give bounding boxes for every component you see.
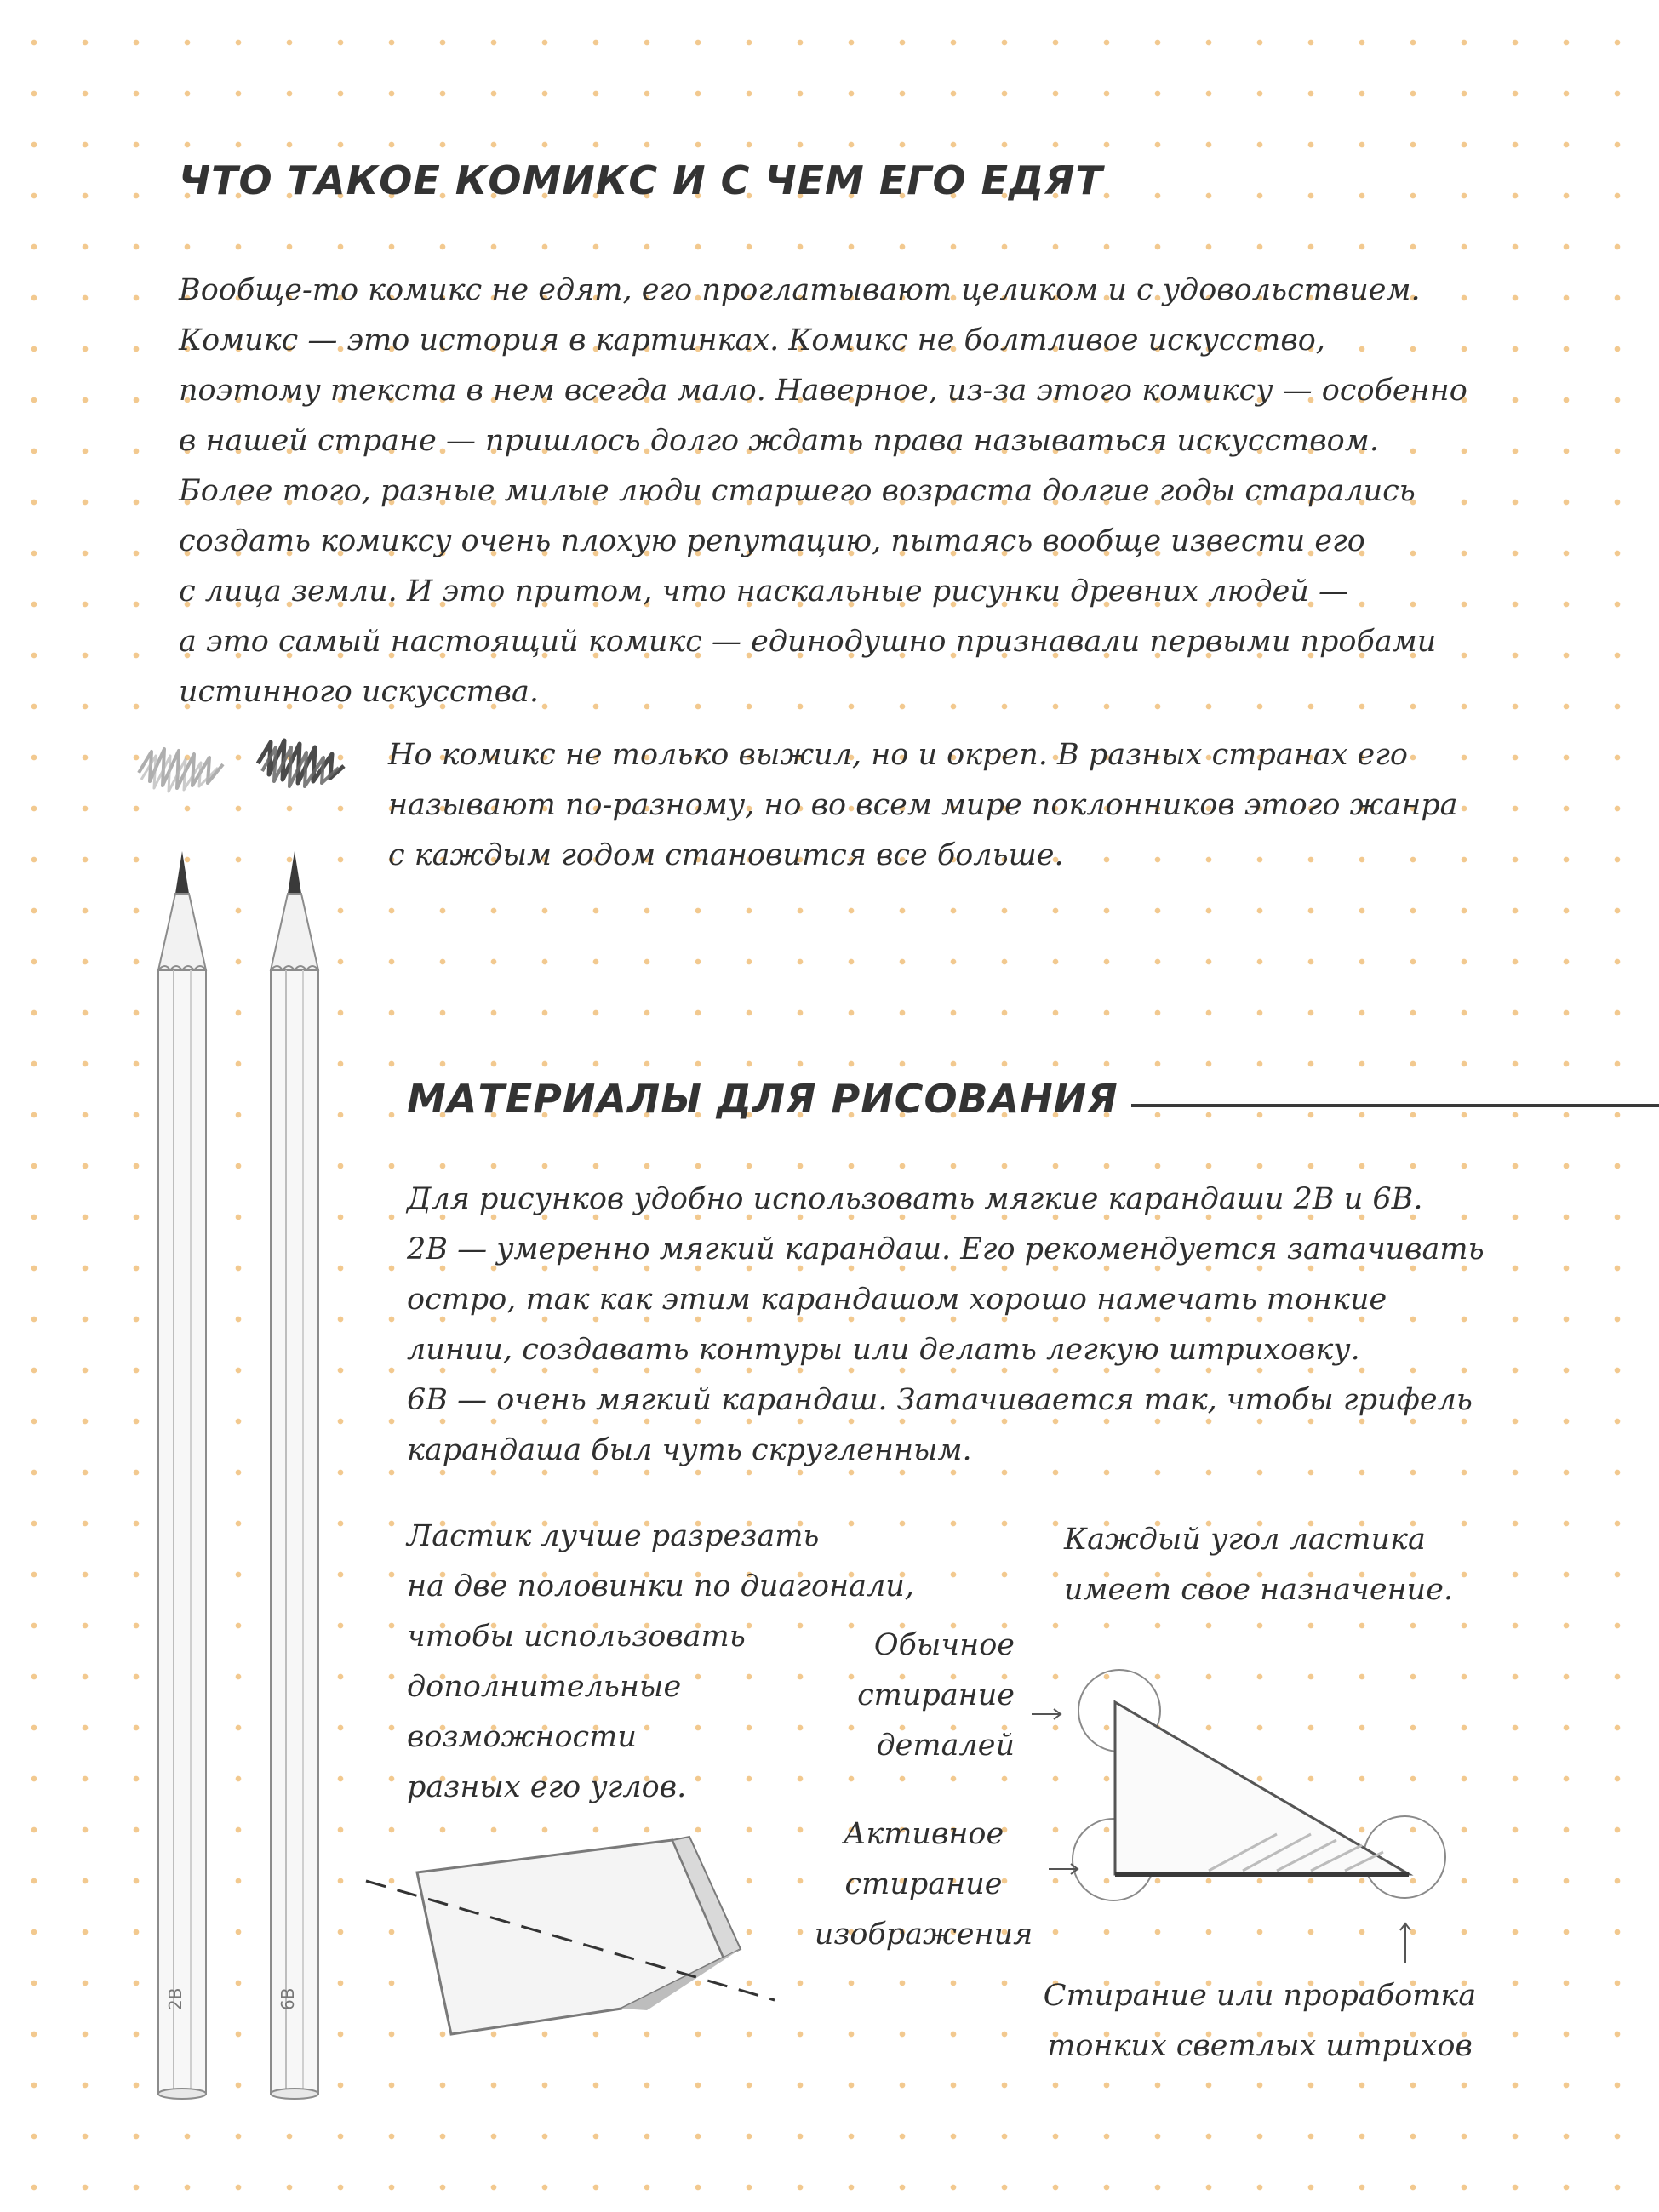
corner-note-text [1064,1515,1453,1615]
pencil-2b-label: 2B [165,1987,186,2010]
section-title-what-is-comic: ЧТО ТАКОЕ КОМИКС И С ЧЕМ ЕГО ЕДЯТ [179,157,1103,203]
text-line: Для рисунков удобно использовать мягкие карандаши 2B и 6B. [407,1182,1423,1216]
text-line: стирание [857,1678,1015,1712]
text-line: с лица земли. И это притом, что наскальные рисунки древних людей — [179,574,1348,609]
text-line: Активное [843,1817,1004,1851]
arrow-right-icon [1032,1706,1066,1723]
pencil-scribble-dark-icon [254,734,347,793]
label-ordinary-erasing [766,1620,1015,1771]
text-line: имеет свое назначение. [1064,1573,1454,1607]
text-line: изображения [814,1918,1033,1952]
text-line: истинного искусства. [179,675,540,709]
text-line: остро, так как этим карандашом хорошо намечать тонкие [407,1283,1387,1317]
heading-underline [1131,1103,1659,1108]
text-line: Ластик лучше разрезать [407,1519,820,1553]
text-line: линии, создавать контуры или делать легкую штриховку. [407,1333,1360,1367]
eraser-corners-diagram [1055,1651,1447,1906]
pencil-2b-icon [157,851,208,2111]
intro-paragraph [179,266,1467,717]
arrow-right-icon [1049,1860,1083,1878]
text-line: возможности [407,1720,637,1754]
pencil-6b-icon [269,851,320,2111]
text-line: Комикс — это история в картинках. Комикс не болтливое искусство, [179,323,1325,357]
label-active-erasing [800,1809,1047,1960]
text-line: Вообще-то комикс не едят, его проглатывают целиком и с удовольствием. [179,273,1421,307]
section-title-drawing-materials: МАТЕРИАЛЫ ДЛЯ РИСОВАНИЯ [407,1076,1118,1122]
text-line: 2B — умеренно мягкий карандаш. Его рекомендуется затачивать [407,1232,1485,1266]
text-line: создать комиксу очень плохую репутацию, пытаясь вообще извести его [179,524,1365,558]
eraser-block-icon [366,1830,792,2051]
text-line: 6B — очень мягкий карандаш. Затачивается так, чтобы грифель [407,1383,1473,1417]
materials-paragraph [407,1175,1485,1476]
text-line: чтобы использовать [407,1620,746,1654]
text-line: называют по-разному, но во всем мире поклонников этого жанра [388,788,1458,822]
text-line: карандаша был чуть скругленным. [407,1433,972,1467]
label-fine-erasing [1038,1971,1481,2072]
text-line: Стирание или проработка [1043,1979,1477,2013]
arrow-up-icon [1397,1920,1414,1963]
text-line: Обычное [873,1628,1015,1662]
text-line: Но комикс не только выжил, но и окреп. В разных странах его [388,738,1408,772]
text-line: а это самый настоящий комикс — единодушно признавали первыми пробами [179,625,1437,659]
text-line: на две половинки по диагонали, [407,1569,914,1603]
text-line: в нашей стране — пришлось долго ждать права называться искусством. [179,424,1379,458]
pencil-scribble-light-icon [134,739,228,798]
pencil-6b-label: 6B [277,1987,298,2010]
text-line: поэтому текста в нем всегда мало. Наверное, из-за этого комиксу — особенно [179,374,1467,408]
survival-paragraph [388,730,1458,881]
text-line: разных его углов. [407,1770,687,1804]
text-line: стирание [844,1867,1003,1901]
text-line: деталей [876,1729,1015,1763]
text-line: дополнительные [407,1670,682,1704]
text-line: Более того, разные милые люди старшего возраста долгие годы старались [179,474,1416,508]
text-line: тонких светлых штрихов [1047,2029,1473,2063]
text-line: Каждый угол ластика [1064,1523,1426,1557]
text-line: с каждым годом становится все больше. [388,838,1064,872]
